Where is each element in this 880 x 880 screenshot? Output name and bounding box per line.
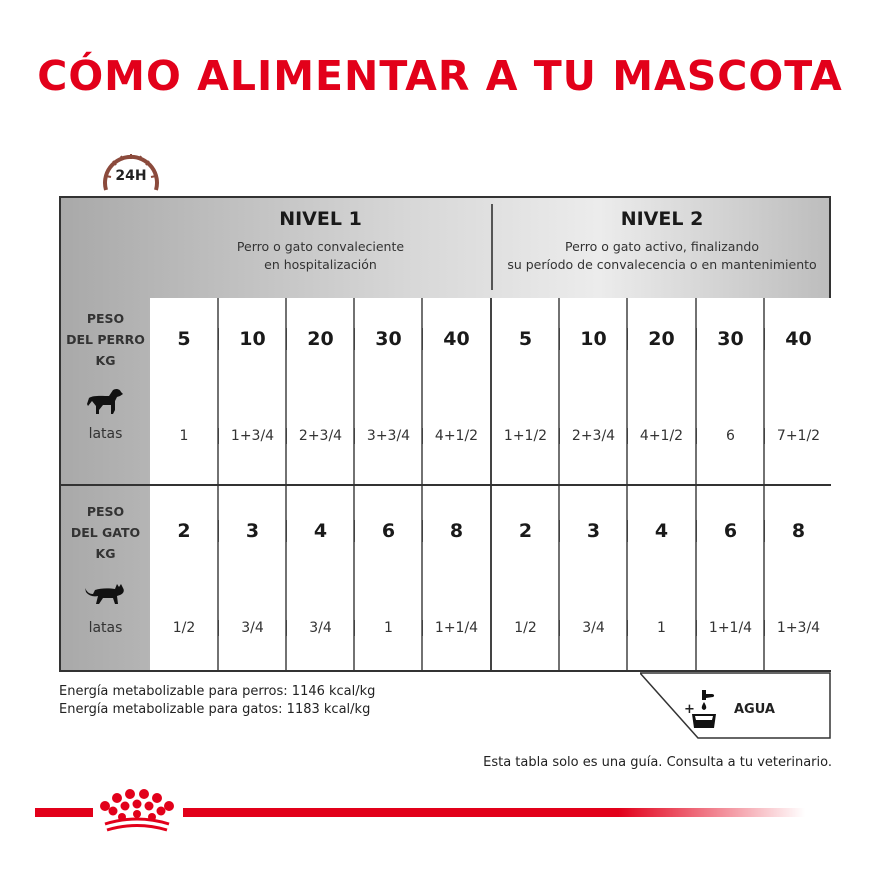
cat-cans-cell: 1 <box>354 620 422 636</box>
dog-cans-cell: 1 <box>179 428 189 444</box>
dog-cans-cell: 6 <box>696 428 764 444</box>
cat-cans-cell: 1+1/4 <box>696 620 764 636</box>
clock-24h-icon <box>100 150 162 196</box>
level-1-subtitle-line: Perro o gato convaleciente <box>236 239 405 254</box>
dog-panel <box>150 298 832 484</box>
cat-cans-label: latas <box>88 620 123 636</box>
water-plus: + <box>684 702 695 717</box>
royal-canin-crown-logo <box>97 788 177 840</box>
dog-label-line: PESO <box>86 311 125 326</box>
cat-cans-cell: 1+1/4 <box>422 620 490 636</box>
cat-weight-cell: 3 <box>559 520 627 542</box>
cat-weight-cell: 2 <box>491 520 559 542</box>
clock-label: 24H <box>115 168 147 184</box>
dog-weight-cell: 40 <box>422 328 490 350</box>
energy-cats: Energía metabolizable para gatos: 1183 kcal/kg <box>59 702 371 717</box>
level-2-title: NIVEL 2 <box>620 208 704 230</box>
disclaimer: Esta tabla solo es una guía. Consulta a tu veterinario. <box>483 755 832 770</box>
cat-cans-cell: 1 <box>627 620 695 636</box>
dog-label-line: DEL PERRO <box>66 332 145 347</box>
dog-weight-cell: 30 <box>354 328 422 350</box>
cat-cans-cell: 1+3/4 <box>764 620 832 636</box>
dog-weight-cell: 20 <box>286 328 354 350</box>
dog-cans-cell: 3+3/4 <box>354 428 422 444</box>
cat-weight-cell: 8 <box>764 520 832 542</box>
dog-grid-lines <box>150 298 832 484</box>
dog-weight-cell: 20 <box>627 328 695 350</box>
dog-cans-cell: 4+1/2 <box>422 428 490 444</box>
level-1-header <box>150 198 491 292</box>
dog-weight-cell: 10 <box>559 328 627 350</box>
water-label: AGUA <box>734 702 775 717</box>
dog-cans-cell: 1+1/2 <box>491 428 559 444</box>
dog-cans-cell: 2+3/4 <box>286 428 354 444</box>
dog-weight-cell: 40 <box>764 328 832 350</box>
cat-cans-cell: 1/2 <box>172 620 196 636</box>
cat-cans-cell: 1/2 <box>491 620 559 636</box>
dog-cans-cell: 2+3/4 <box>559 428 627 444</box>
dog-cans-cell: 4+1/2 <box>627 428 695 444</box>
dog-weight-cell: 10 <box>218 328 286 350</box>
cat-cans-cell: 3/4 <box>559 620 627 636</box>
dog-cans-label: latas <box>88 426 123 442</box>
dog-icon <box>85 386 125 420</box>
energy-dogs: Energía metabolizable para perros: 1146 kcal/kg <box>59 684 376 699</box>
dog-weight-label <box>61 308 150 371</box>
level-2-header <box>493 198 831 292</box>
page-title: CÓMO ALIMENTAR A TU MASCOTA <box>37 52 843 100</box>
cat-label-line: DEL GATO <box>70 525 141 540</box>
dog-weight-cell: 30 <box>696 328 764 350</box>
cat-label-line: KG <box>95 546 116 561</box>
cat-grid-lines <box>150 486 832 670</box>
cat-weight-cell: 2 <box>177 520 191 542</box>
level-1-subtitle-line: en hospitalización <box>264 257 377 272</box>
dog-cans-cell: 1+3/4 <box>218 428 286 444</box>
dog-label-line: KG <box>95 353 116 368</box>
level-1-title: NIVEL 1 <box>279 208 362 230</box>
cat-icon <box>83 578 127 610</box>
cat-weight-cell: 3 <box>218 520 286 542</box>
energy-info <box>59 683 375 719</box>
cat-cans-cell: 3/4 <box>218 620 286 636</box>
cat-weight-cell: 6 <box>696 520 764 542</box>
cat-weight-cell: 8 <box>422 520 490 542</box>
feeding-table <box>59 196 831 672</box>
dog-weight-cell: 5 <box>491 328 559 350</box>
cat-label-line: PESO <box>86 504 125 519</box>
cat-weight-cell: 6 <box>354 520 422 542</box>
cat-panel <box>150 486 832 670</box>
dog-weight-cell: 5 <box>177 328 191 350</box>
cat-cans-cell: 3/4 <box>286 620 354 636</box>
level-2-subtitle-line: Perro o gato activo, finalizando <box>565 239 759 254</box>
cat-weight-cell: 4 <box>286 520 354 542</box>
dog-cans-cell: 7+1/2 <box>764 428 832 444</box>
cat-weight-label <box>61 501 150 564</box>
cat-weight-cell: 4 <box>627 520 695 542</box>
level-2-subtitle-line: su período de convalecencia o en mantenimiento <box>507 257 817 272</box>
